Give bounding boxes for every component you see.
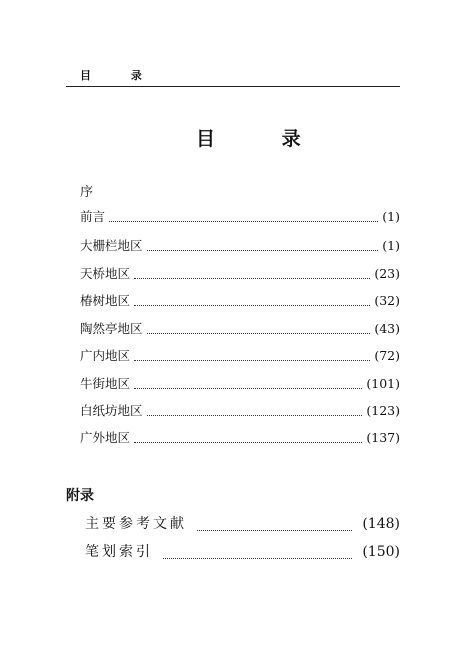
dot-leader — [163, 557, 352, 559]
toc-entry — [80, 374, 400, 392]
toc-entry-label: 前言 — [80, 209, 106, 224]
toc-entry-page: (123) — [366, 403, 400, 418]
toc-entry-page: (72) — [374, 348, 400, 363]
appendix-entry-label: 主要参考文献 — [85, 516, 187, 532]
toc-entry — [80, 319, 400, 337]
toc-entry-label: 广外地区 — [80, 430, 131, 445]
toc-entry-label: 陶然亭地区 — [80, 321, 143, 336]
appendix-entry-page: (150) — [362, 544, 400, 560]
toc-entry-page: (137) — [366, 430, 400, 445]
dot-leader — [147, 414, 363, 416]
toc-entry-page: (23) — [374, 266, 400, 281]
dot-leader — [134, 441, 362, 443]
appendix-entry-label: 笔划索引 — [85, 544, 153, 560]
toc-entry-page: (1) — [382, 238, 400, 253]
dot-leader — [134, 277, 370, 279]
dot-leader — [109, 220, 378, 222]
toc-entry-label: 牛街地区 — [80, 376, 131, 391]
toc-entry — [80, 291, 400, 309]
toc-entry-page: (101) — [366, 376, 400, 391]
toc-entry-label: 椿树地区 — [80, 293, 131, 308]
toc-entry — [80, 264, 400, 282]
page-title: 目 录 — [196, 128, 331, 150]
running-header — [66, 64, 400, 87]
toc-entry-label: 大栅栏地区 — [80, 238, 143, 253]
toc-entry-page: (43) — [374, 321, 400, 336]
appendix-heading: 附录 — [66, 488, 94, 504]
toc-entry-label: 天桥地区 — [80, 266, 131, 281]
preface-label: 序 — [80, 185, 94, 200]
dot-leader — [197, 529, 352, 531]
toc-entry-label: 广内地区 — [80, 348, 131, 363]
appendix-entry — [85, 513, 400, 535]
toc-entry-page: (1) — [382, 209, 400, 224]
appendix-entry — [85, 541, 400, 563]
dot-leader — [134, 304, 370, 306]
toc-entry — [80, 236, 400, 254]
dot-leader — [134, 359, 370, 361]
running-header-title: 目 录 — [80, 69, 160, 82]
dot-leader — [147, 249, 379, 251]
toc-entry — [80, 428, 400, 446]
dot-leader — [147, 332, 371, 334]
toc-entry — [80, 207, 400, 225]
toc-entry-label: 白纸坊地区 — [80, 403, 143, 418]
toc-entry-page: (32) — [374, 293, 400, 308]
toc-entry — [80, 401, 400, 419]
toc-entry — [80, 346, 400, 364]
appendix-entry-page: (148) — [362, 516, 400, 532]
dot-leader — [134, 387, 362, 389]
